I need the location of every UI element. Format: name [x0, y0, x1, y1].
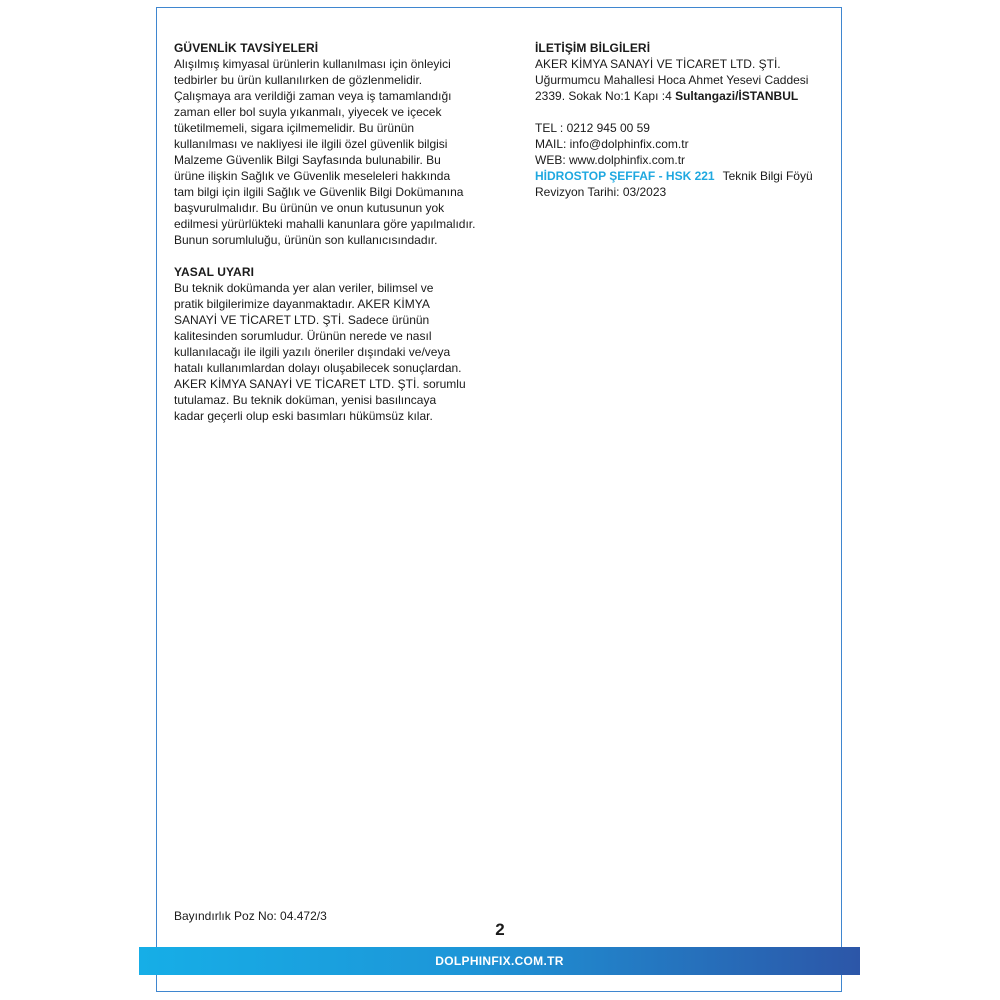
right-column: [535, 40, 835, 200]
page-number: 2: [495, 920, 505, 939]
address-line-1: Uğurmumcu Mahallesi Hoca Ahmet Yesevi Caddesi: [535, 73, 809, 87]
doc-type: Teknik Bilgi Föyü: [722, 169, 813, 183]
address-city: Sultangazi/İSTANBUL: [675, 89, 799, 103]
contact-web: WEB: www.dolphinfix.com.tr: [535, 153, 686, 167]
legal-heading: YASAL UYARI: [174, 265, 255, 279]
safety-text: Alışılmış kimyasal ürünlerin kullanılması için önleyici tedbirler bu ürün kullanılırken de gözlenmelidir. Çalışmaya ara verildiği zaman veya iş tamamlandığı zaman eller bol suyla yıkanmalı, yiyecek ve içecek tüketilmemeli, sigara içilmemelidir. Bu ürünün kullanılması ve nakliyesi ile ilgili özel güvenlik bilgisi Malzeme Güvenlik Bilgi Sayfasında bulunabilir. Bu ürüne ilişkin Sağlık ve Güvenlik meseleleri hakkında tam bilgi için ilgili Sağlık ve Güvenlik Bilgi Dokümanına başvurulmalıdır. Bu ürünün ve onun kutusunun yok edilmesi yürürlükteki mahalli kanunlara göre yapılmalıdır. Bunun sorumluluğu, ürünün son kullanıcısındadır.: [174, 57, 476, 247]
legal-text: Bu teknik dokümanda yer alan veriler, bilimsel ve pratik bilgilerimize dayanmaktadır. AKER KİMYA SANAYİ VE TİCARET LTD. ŞTİ. Sadece ürünün kalitesinden sorumludur. Ürünün nerede ve nasıl kullanılacağı ile ilgili yazılı öneriler dışındaki ve/veya hatalı kullanımlardan dolayı oluşabilecek sonuçlardan. AKER KİMYA SANAYİ VE TİCARET LTD. ŞTİ. sorumlu tutulamaz. Bu teknik doküman, yenisi basılıncaya kadar geçerli olup eski basımları hükümsüz kılar.: [174, 281, 466, 423]
revision-date: Revizyon Tarihi: 03/2023: [535, 185, 667, 199]
footer-url: DOLPHINFIX.COM.TR: [435, 954, 564, 968]
safety-heading: GÜVENLİK TAVSİYELERİ: [174, 41, 319, 55]
contact-tel: TEL : 0212 945 00 59: [535, 121, 650, 135]
contact-section: [535, 40, 835, 200]
contact-mail: MAIL: info@dolphinfix.com.tr: [535, 137, 689, 151]
contact-heading: İLETİŞİM BİLGİLERİ: [535, 41, 651, 55]
product-line: [535, 168, 835, 184]
poz-number: Bayındırlık Poz No: 04.472/3: [174, 909, 327, 923]
address-street: 2339. Sokak No:1 Kapı :4: [535, 89, 676, 103]
left-column: [174, 40, 519, 424]
footer-bar: [139, 947, 860, 975]
product-name: HİDROSTOP ŞEFFAF - HSK 221: [535, 169, 715, 183]
safety-section: [174, 40, 519, 248]
company-name: AKER KİMYA SANAYİ VE TİCARET LTD. ŞTİ.: [535, 57, 781, 71]
legal-section: [174, 264, 519, 424]
address-line-2: [535, 88, 835, 104]
